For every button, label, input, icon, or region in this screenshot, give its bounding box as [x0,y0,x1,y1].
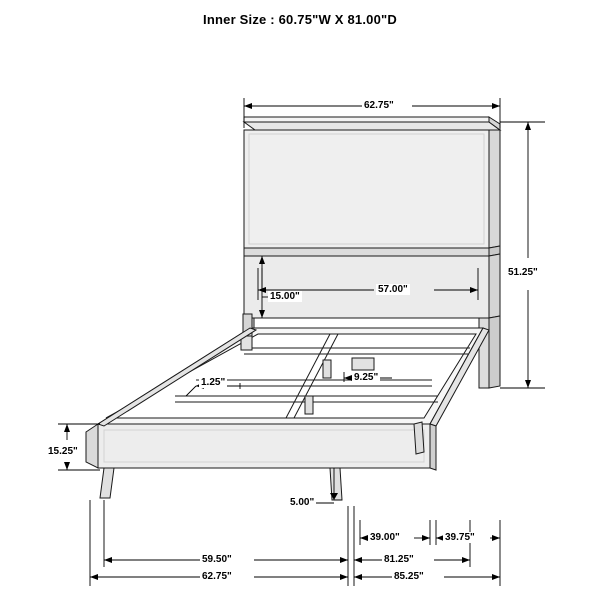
dim-label-front-width-inner: 59.50" [202,554,232,565]
dim-label-slat-thickness: 1.25" [201,377,226,388]
dim-label-rail-height: 15.25" [48,446,78,457]
dim-label-overall-height: 51.25" [508,267,538,278]
dim-label-depth-outer: 85.25" [394,571,424,582]
dim-label-side-depth-outer: 39.75" [445,532,475,543]
bed-frame-group [86,314,489,500]
dim-label-leg-height: 5.00" [290,497,315,508]
dim-label-side-depth-inner: 39.00" [370,532,400,543]
dim-label-lower-panel-height: 15.00" [270,291,300,302]
dim-label-depth-inner: 81.25" [384,554,414,565]
dim-label-headboard-panel-width: 57.00" [378,284,408,295]
dim-label-center-support: 9.25" [354,372,379,383]
dim-label-headboard-width: 62.75" [364,100,394,111]
page-title: Inner Size : 60.75"W X 81.00"D [203,12,397,27]
dim-label-front-width-outer: 62.75" [202,571,232,582]
